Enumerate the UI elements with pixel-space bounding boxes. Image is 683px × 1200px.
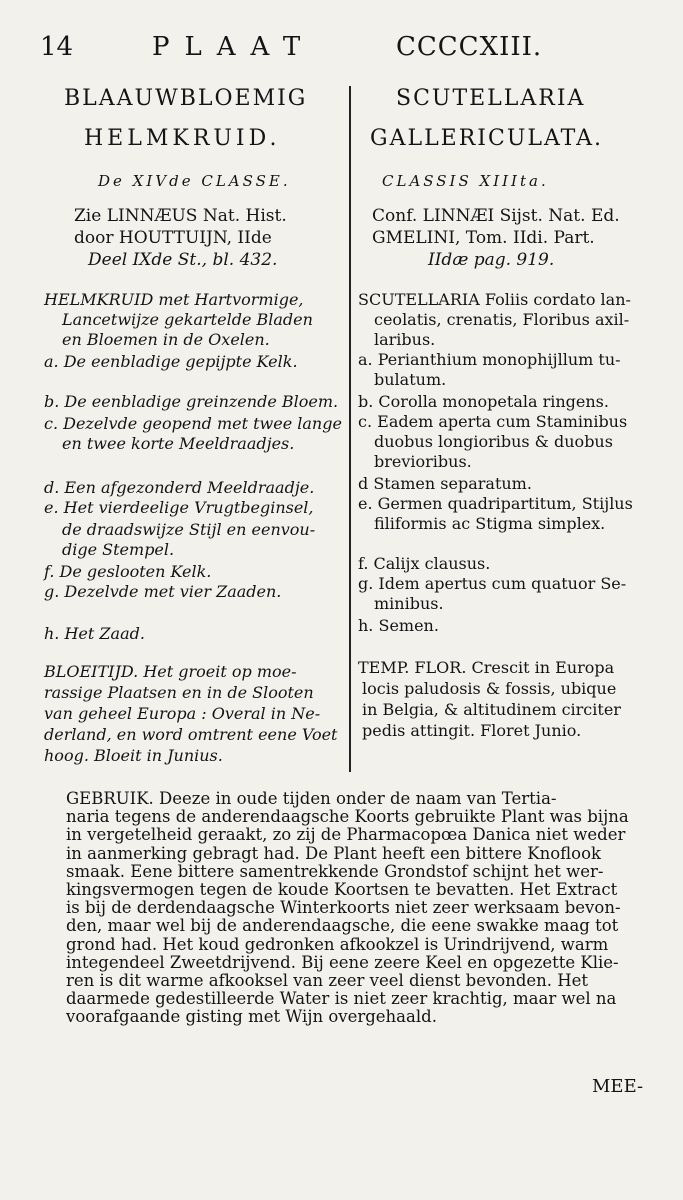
usage-line: integendeel Zweetdrijvend. Bij eene zeere Keel en opgezette Klie- (66, 952, 619, 972)
column-divider (349, 86, 351, 772)
latin-item-e-line1: e. Germen quadripartitum, Stijlus (358, 494, 633, 513)
dutch-item-e-line3: dige Stempel. (62, 540, 175, 559)
dutch-title-line1: BLAAUWBLOEMIG (64, 86, 308, 111)
dutch-bloei-line2: rassige Plaatsen en in de Slooten (44, 683, 314, 702)
usage-line: daarmede gedestilleerde Water is niet zeer krachtig, maar wel na (66, 989, 617, 1009)
latin-item-h: h. Semen. (358, 616, 439, 635)
dutch-item-b: b. De eenbladige greinzende Bloem. (44, 392, 339, 411)
dutch-bloei-line4: derland, en word omtrent eene Voet (44, 725, 338, 744)
dutch-ref-line2: door HOUTTUIJN, IIde (74, 228, 272, 248)
dutch-bloei-line3: van geheel Europa : Overal in Ne- (44, 704, 321, 723)
latin-ref-line2: GMELINI, Tom. IIdi. Part. (372, 228, 595, 248)
dutch-item-e-line2: de draadswijze Stijl en eenvou- (62, 520, 316, 539)
latin-item-f: f. Calijx clausus. (358, 554, 491, 573)
usage-line: grond had. Het koud gedronken afkookzel is Urindrijvend, warm (66, 934, 609, 954)
latin-desc-line3: laribus. (374, 330, 436, 349)
latin-temp-line1: TEMP. FLOR. Crescit in Europa (358, 658, 615, 677)
usage-line: is bij de derdendaagsche Winterkoorts niet zeer werksaam bevon- (66, 898, 621, 918)
catchword: MEE- (592, 1076, 644, 1097)
latin-item-c-line3: brevioribus. (374, 452, 472, 471)
latin-temp-line3: in Belgia, & altitudinem circiter (362, 700, 621, 719)
latin-item-d: d Stamen separatum. (358, 474, 532, 493)
latin-item-c-line1: c. Eadem aperta cum Staminibus (358, 412, 628, 431)
dutch-class: De XIVde CLASSE. (98, 172, 291, 190)
usage-line: voorafgaande gisting met Wijn overgehaald. (66, 1007, 437, 1027)
latin-class: CLASSIS XIIIta. (382, 172, 549, 190)
page-number: 14 (40, 32, 74, 62)
usage-line: in vergetelheid geraakt, zo zij de Pharmacopœa Danica niet weder (66, 825, 626, 845)
dutch-item-c-line2: en twee korte Meeldraadjes. (62, 434, 295, 453)
dutch-item-a: a. De eenbladige gepijpte Kelk. (44, 352, 298, 371)
latin-temp-line2: locis paludosis & fossis, ubique (362, 679, 617, 698)
dutch-desc-line3: en Bloemen in de Oxelen. (62, 330, 270, 349)
usage-line: smaak. Eene bittere samentrekkende Grondstof schijnt het wer- (66, 861, 604, 881)
dutch-title-line2: HELMKRUID. (84, 126, 281, 151)
usage-paragraph (66, 790, 656, 1027)
latin-desc-line2: ceolatis, crenatis, Floribus axil- (374, 310, 630, 329)
usage-line: den, maar wel bij de anderendaagsche, die eene swakke maag tot (66, 916, 619, 936)
usage-line: ren is dit warme afkooksel van zeer veel dienst bevonden. Het (66, 971, 589, 991)
latin-item-b: b. Corolla monopetala ringens. (358, 392, 609, 411)
latin-item-e-line2: filiformis ac Stigma simplex. (374, 514, 606, 533)
dutch-ref-line3: Deel IXde St., bl. 432. (88, 250, 278, 270)
latin-ref-line3: IIdæ pag. 919. (428, 250, 555, 270)
dutch-bloei-line5: hoog. Bloeit in Junius. (44, 746, 223, 765)
dutch-ref-line1: Zie LINNÆUS Nat. Hist. (74, 206, 287, 226)
dutch-item-c-line1: c. Dezelvde geopend met twee lange (44, 414, 342, 433)
plate-number: CCCCXIII. (396, 32, 543, 62)
latin-item-c-line2: duobus longioribus & duobus (374, 432, 613, 451)
usage-line: in aanmerking gebragt had. De Plant heeft een bittere Knoflook (66, 843, 602, 863)
dutch-item-f: f. De geslooten Kelk. (44, 562, 212, 581)
latin-item-g-line1: g. Idem apertus cum quatuor Se- (358, 574, 627, 593)
latin-temp-line4: pedis attingit. Floret Junio. (362, 721, 582, 740)
dutch-item-g: g. Dezelvde met vier Zaaden. (44, 582, 282, 601)
dutch-desc-line2: Lancetwijze gekartelde Bladen (62, 310, 313, 329)
latin-item-g-line2: minibus. (374, 594, 444, 613)
dutch-desc-line1: HELMKRUID met Hartvormige, (44, 290, 304, 309)
dutch-item-h: h. Het Zaad. (44, 624, 145, 643)
latin-item-a-line2: bulatum. (374, 370, 447, 389)
latin-title-line1: SCUTELLARIA (396, 86, 586, 111)
latin-item-a-line1: a. Perianthium monophijllum tu- (358, 350, 621, 369)
usage-line: naria tegens de anderendaagsche Koorts gebruikte Plant was bijna (66, 807, 629, 827)
latin-ref-line1: Conf. LINNÆI Sijst. Nat. Ed. (372, 206, 620, 226)
dutch-bloei-line1: BLOEITIJD. Het groeit op moe- (44, 662, 297, 681)
usage-line: GEBRUIK. Deeze in oude tijden onder de naam van Tertia- (66, 789, 557, 808)
dutch-item-e-line1: e. Het vierdeelige Vrugtbeginsel, (44, 498, 314, 517)
dutch-item-d: d. Een afgezonderd Meeldraadje. (44, 478, 315, 497)
latin-title-line2: GALLERICULATA. (370, 126, 604, 151)
latin-desc-line1: SCUTELLARIA Foliis cordato lan- (358, 290, 631, 309)
plate-label: PLAAT (152, 32, 316, 62)
usage-line: kingsvermogen tegen de koude Koortsen te bevatten. Het Extract (66, 880, 618, 900)
page-header (40, 28, 640, 68)
